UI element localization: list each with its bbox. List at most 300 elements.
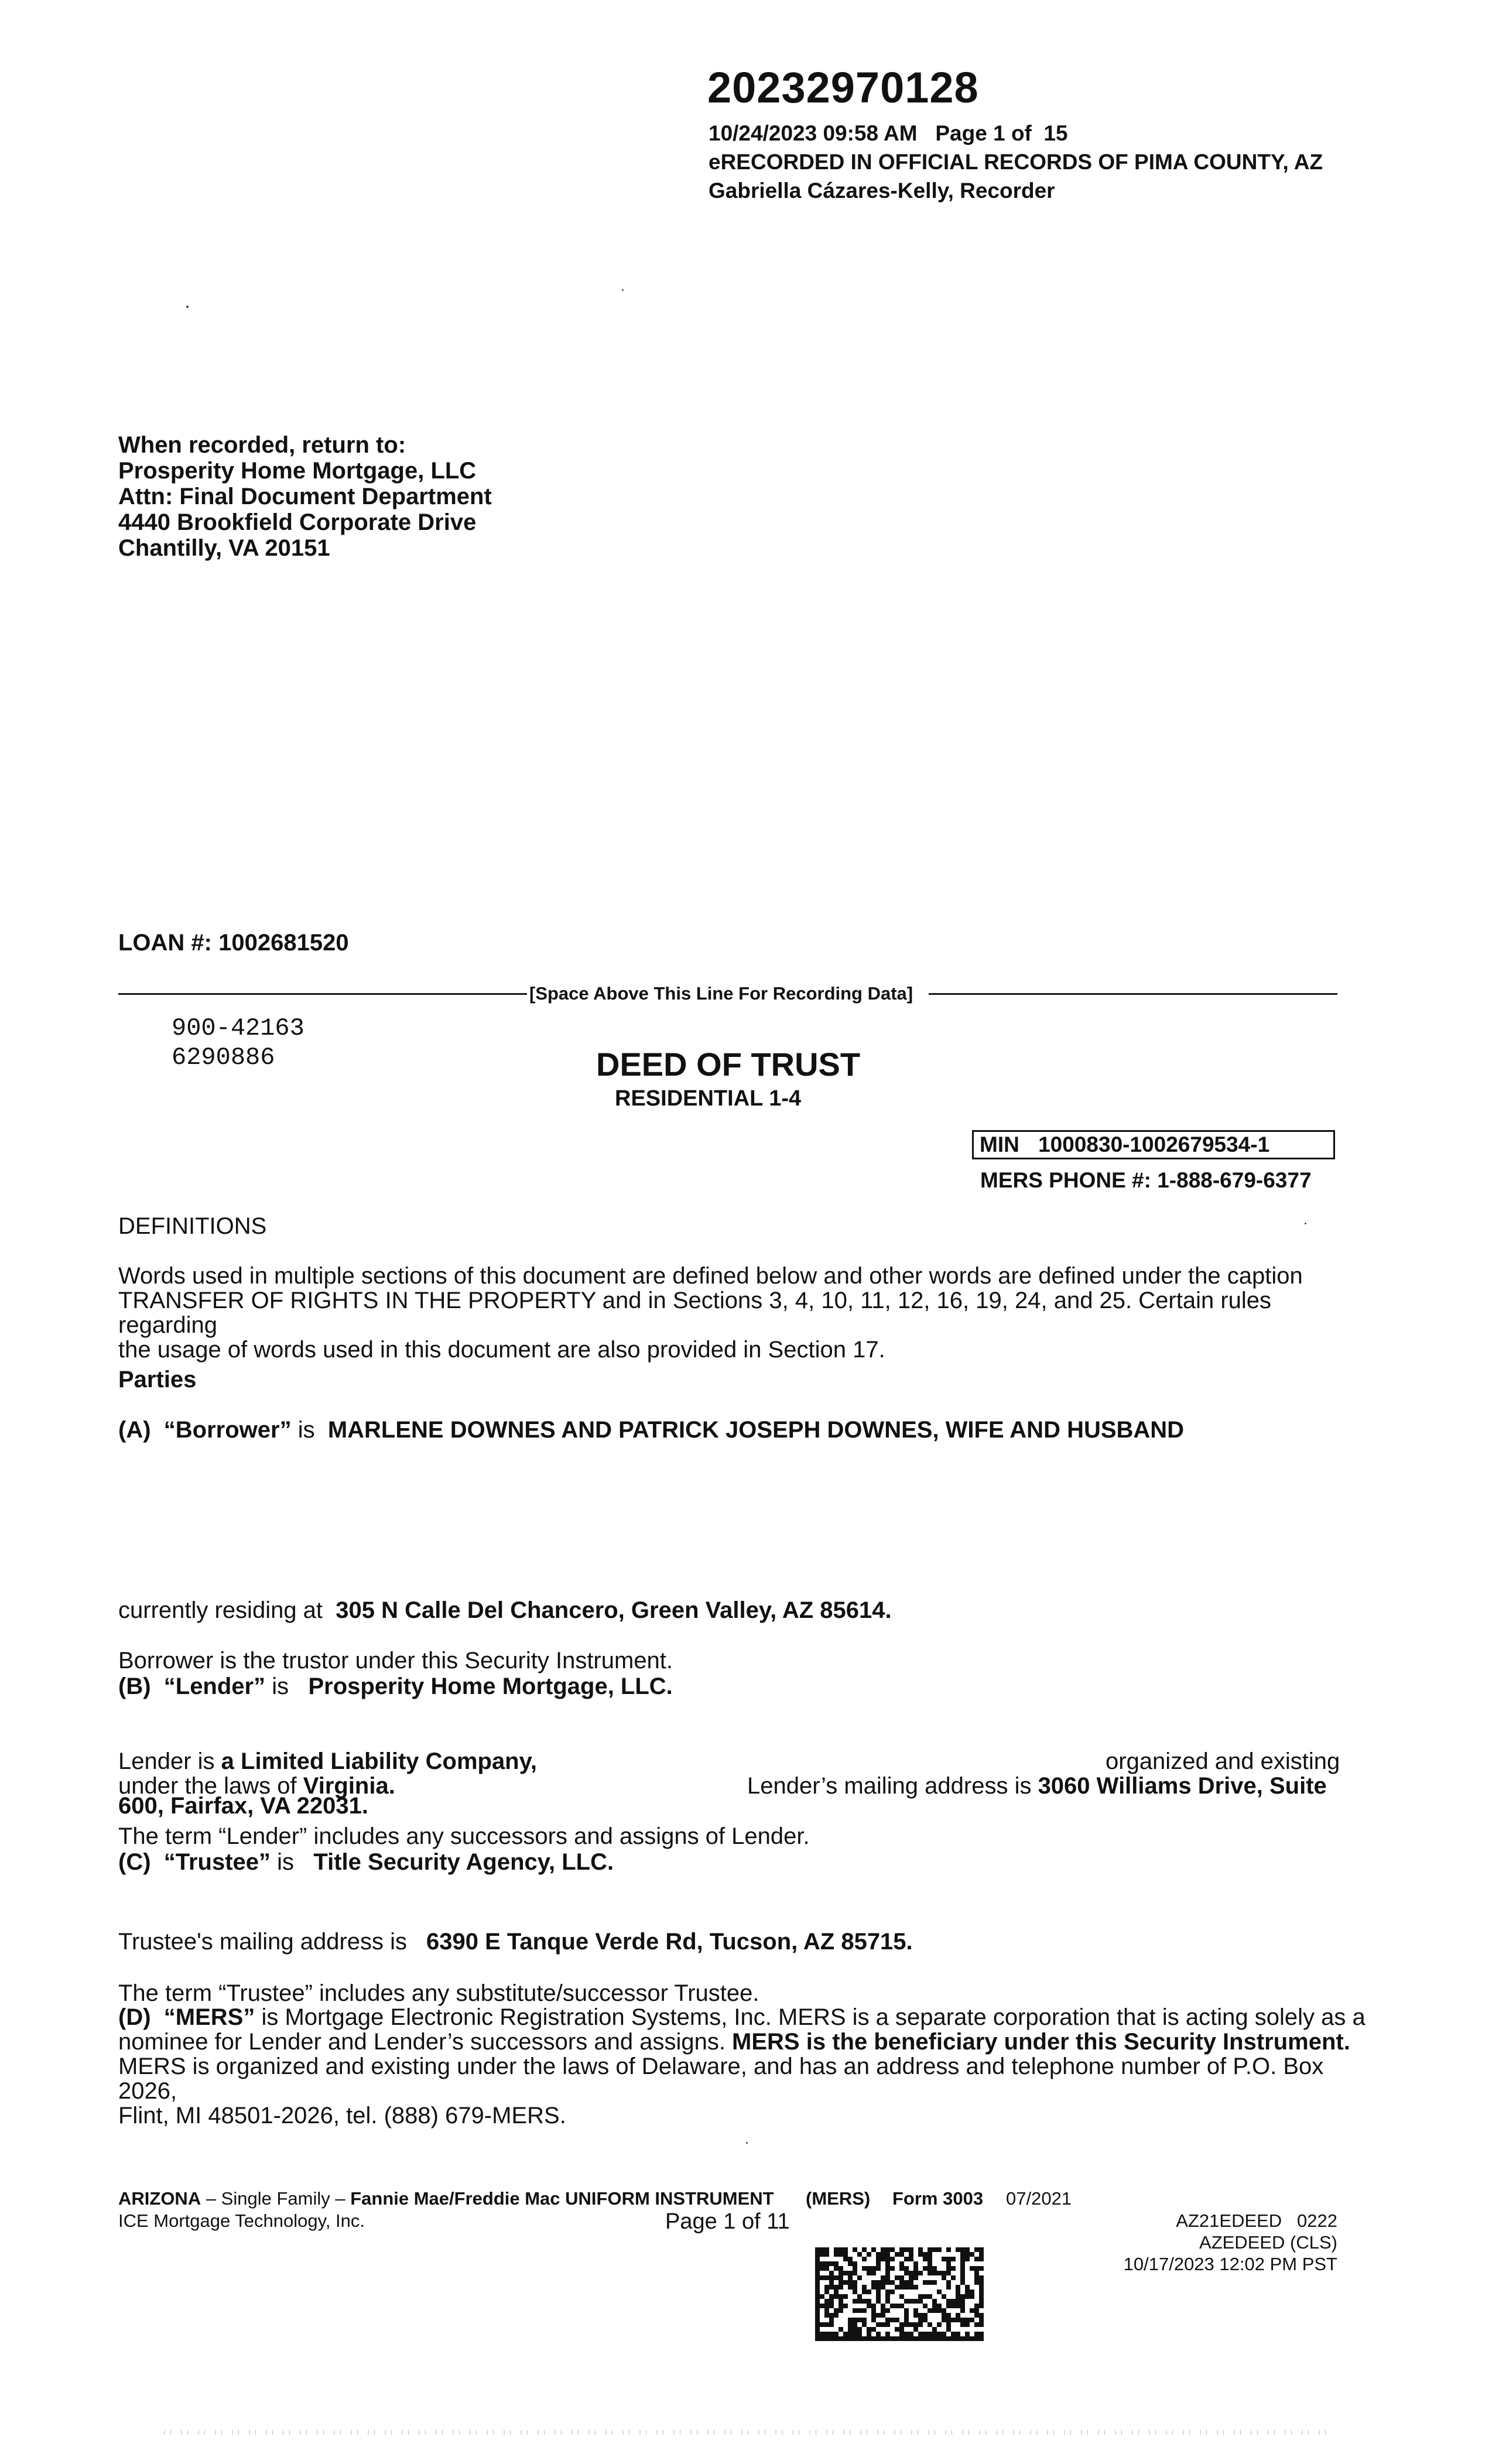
barcode-module [824, 2336, 829, 2341]
barcode-module [960, 2257, 965, 2261]
trustee-is: is [271, 1849, 301, 1875]
barcode-module [928, 2266, 932, 2271]
barcode-module [857, 2294, 862, 2299]
barcode-module [923, 2280, 928, 2285]
barcode-module [848, 2336, 853, 2341]
barcode-module [937, 2304, 942, 2308]
barcode-module [899, 2275, 904, 2280]
barcode-module [979, 2336, 984, 2341]
barcode-module [899, 2327, 904, 2332]
barcode-module [834, 2275, 839, 2280]
barcode-module [871, 2308, 876, 2313]
barcode-module [885, 2247, 890, 2252]
barcode-module [885, 2322, 890, 2327]
barcode-module [960, 2271, 965, 2275]
barcode-module [867, 2290, 871, 2294]
barcode-module [918, 2336, 923, 2341]
barcode-module [829, 2304, 834, 2308]
barcode-module [824, 2252, 829, 2257]
barcode-module [853, 2299, 857, 2304]
barcode-module [909, 2336, 913, 2341]
barcode-module [876, 2299, 881, 2304]
barcode-module [848, 2318, 853, 2322]
barcode-module [979, 2247, 984, 2252]
barcode-module [867, 2299, 871, 2304]
barcode-module [951, 2299, 956, 2304]
barcode-module [970, 2294, 974, 2299]
barcode-module [923, 2252, 928, 2257]
scan-speck [622, 289, 624, 291]
definitions-intro-line: Words used in multiple sections of this document are defined below and other words are defined under the caption [118, 1263, 1303, 1289]
barcode-module [815, 2318, 820, 2322]
barcode-module [979, 2304, 984, 2308]
barcode-module [839, 2275, 843, 2280]
barcode-module [843, 2271, 848, 2275]
borrower-trustor: Borrower is the trustor under this Security Instrument. [118, 1648, 673, 1674]
barcode-module [890, 2336, 895, 2341]
barcode-module [928, 2308, 932, 2313]
barcode-module [965, 2322, 970, 2327]
barcode-module [815, 2257, 820, 2261]
barcode-module [876, 2252, 881, 2257]
barcode-module [909, 2285, 913, 2290]
lender-mailing-value: 3060 Williams Drive, Suite [1038, 1773, 1327, 1799]
barcode-module [946, 2271, 951, 2275]
footer-form-line [118, 2188, 774, 2209]
footer-code: AZEDEED (CLS) [1199, 2232, 1337, 2253]
barcode-module [815, 2275, 820, 2280]
loan-number: LOAN #: 1002681520 [118, 930, 349, 956]
title-order-number: 6290886 [172, 1043, 275, 1072]
barcode-module [909, 2299, 913, 2304]
barcode-module [820, 2247, 824, 2252]
barcode-module [923, 2304, 928, 2308]
barcode-module [815, 2290, 820, 2294]
barcode-module [913, 2266, 918, 2271]
barcode-module [918, 2332, 923, 2336]
barcode-module [876, 2294, 881, 2299]
barcode-module [904, 2318, 909, 2322]
barcode-module [951, 2275, 956, 2280]
barcode-module [942, 2271, 946, 2275]
barcode-module [834, 2285, 839, 2290]
barcode-module [899, 2261, 904, 2266]
barcode-module [913, 2313, 918, 2318]
barcode-module [979, 2285, 984, 2290]
barcode-module [909, 2257, 913, 2261]
barcode-module [965, 2336, 970, 2341]
barcode-module [881, 2252, 885, 2257]
barcode-module [946, 2327, 951, 2332]
barcode-module [815, 2247, 820, 2252]
barcode-module [923, 2332, 928, 2336]
barcode-module [890, 2247, 895, 2252]
barcode-module [913, 2336, 918, 2341]
barcode-module [824, 2322, 829, 2327]
barcode-module [885, 2318, 890, 2322]
borrower-is: is [291, 1417, 321, 1443]
barcode-module [965, 2332, 970, 2336]
barcode-module [862, 2266, 867, 2271]
barcode-module [895, 2252, 899, 2257]
barcode-module [928, 2332, 932, 2336]
barcode-module [974, 2313, 979, 2318]
barcode-module [824, 2313, 829, 2318]
footer-form-number: Form 3003 [892, 2188, 984, 2209]
barcode-module [909, 2280, 913, 2285]
barcode-module [918, 2299, 923, 2304]
barcode-module [970, 2318, 974, 2322]
barcode-module [867, 2332, 871, 2336]
barcode-module [824, 2304, 829, 2308]
barcode-module [839, 2327, 843, 2332]
barcode-module [974, 2304, 979, 2308]
barcode-module [834, 2252, 839, 2257]
footer-code: 10/17/2023 12:02 PM PST [1123, 2254, 1337, 2274]
barcode-module [871, 2336, 876, 2341]
barcode-module [885, 2257, 890, 2261]
barcode-module [881, 2304, 885, 2308]
barcode-module [862, 2308, 867, 2313]
barcode-module [899, 2266, 904, 2271]
barcode-module [904, 2271, 909, 2275]
barcode-module [904, 2280, 909, 2285]
barcode-module [876, 2313, 881, 2318]
barcode-module [857, 2332, 862, 2336]
barcode-module [928, 2257, 932, 2261]
mers-line: Flint, MI 48501-2026, tel. (888) 679-MERS. [118, 2103, 566, 2128]
barcode-module [918, 2294, 923, 2299]
barcode-module [974, 2247, 979, 2252]
barcode-module [918, 2271, 923, 2275]
barcode-module [909, 2332, 913, 2336]
barcode-module [956, 2304, 960, 2308]
recording-divider-right [929, 993, 1337, 995]
barcode-module [909, 2252, 913, 2257]
barcode-module [946, 2318, 951, 2322]
barcode-module [824, 2247, 829, 2252]
barcode-module [979, 2294, 984, 2299]
barcode-module [918, 2322, 923, 2327]
barcode-module [815, 2261, 820, 2266]
barcode-module [829, 2294, 834, 2299]
barcode-module [928, 2271, 932, 2275]
barcode-module [904, 2332, 909, 2336]
barcode-module [815, 2308, 820, 2313]
barcode-module [965, 2252, 970, 2257]
lender-mailing-cont: 600, Fairfax, VA 22031. [118, 1793, 368, 1819]
recording-recorder: Gabriella Cázares-Kelly, Recorder [709, 179, 1055, 203]
barcode-module [918, 2318, 923, 2322]
barcode-module [862, 2318, 867, 2322]
lender-name: Prosperity Home Mortgage, LLC. [295, 1674, 673, 1699]
barcode-module [965, 2290, 970, 2294]
scan-speck [1305, 1223, 1306, 1224]
parties-heading: Parties [118, 1367, 197, 1392]
barcode-module [867, 2266, 871, 2271]
barcode-module [824, 2285, 829, 2290]
barcode-module [932, 2332, 937, 2336]
barcode-module [857, 2327, 862, 2332]
borrower-residence [118, 1597, 892, 1623]
barcode-module [899, 2294, 904, 2299]
barcode-module [942, 2332, 946, 2336]
barcode-module [815, 2285, 820, 2290]
barcode-module [904, 2247, 909, 2252]
barcode-module [956, 2313, 960, 2318]
barcode-module [881, 2275, 885, 2280]
barcode-module [960, 2266, 965, 2271]
barcode-module [834, 2290, 839, 2294]
barcode-module [829, 2336, 834, 2341]
barcode-module [876, 2261, 881, 2266]
barcode-module [824, 2308, 829, 2313]
definitions-intro [118, 1264, 1342, 1362]
lender-term: The term “Lender” includes any successors and assigns of Lender. [118, 1823, 810, 1849]
barcode-module [904, 2257, 909, 2261]
barcode-module [890, 2280, 895, 2285]
barcode-module [853, 2266, 857, 2271]
barcode-module [843, 2304, 848, 2308]
barcode-module [848, 2327, 853, 2332]
barcode-module [853, 2318, 857, 2322]
barcode-module [965, 2257, 970, 2261]
barcode-module [829, 2332, 834, 2336]
barcode-module [970, 2290, 974, 2294]
barcode-module [960, 2280, 965, 2285]
barcode-module [904, 2336, 909, 2341]
barcode-module [960, 2247, 965, 2252]
barcode-module [960, 2299, 965, 2304]
barcode-module [960, 2318, 965, 2322]
barcode-module [951, 2318, 956, 2322]
barcode-module [974, 2271, 979, 2275]
barcode-module [815, 2252, 820, 2257]
footer-family: – Single Family – [201, 2188, 351, 2209]
barcode-module [895, 2318, 899, 2322]
barcode-module [815, 2299, 820, 2304]
barcode-module [946, 2285, 951, 2290]
barcode-module [862, 2285, 867, 2290]
barcode-module [932, 2327, 937, 2332]
barcode-module [820, 2336, 824, 2341]
lender-state-value: Virginia. [303, 1773, 395, 1799]
barcode-module [829, 2318, 834, 2322]
barcode-module [839, 2308, 843, 2313]
barcode-module [909, 2275, 913, 2280]
trustee-mailing: Trustee's mailing address is [118, 1929, 408, 1955]
barcode-module [923, 2294, 928, 2299]
borrower-definition [118, 1417, 1184, 1443]
barcode-module [913, 2299, 918, 2304]
barcode-module [885, 2308, 890, 2313]
barcode-module [979, 2318, 984, 2322]
barcode-module [932, 2280, 937, 2285]
barcode-module [904, 2308, 909, 2313]
barcode-module [867, 2271, 871, 2275]
barcode-module [848, 2271, 853, 2275]
barcode-module [937, 2322, 942, 2327]
barcode-module [909, 2322, 913, 2327]
barcode-module [899, 2285, 904, 2290]
barcode-module [885, 2332, 890, 2336]
barcode-module [820, 2275, 824, 2280]
barcode-module [960, 2275, 965, 2280]
barcode-module [946, 2266, 951, 2271]
barcode-module [862, 2257, 867, 2261]
barcode-module [913, 2327, 918, 2332]
barcode-module [890, 2257, 895, 2261]
barcode-module [899, 2336, 904, 2341]
barcode-module [853, 2336, 857, 2341]
barcode-module [876, 2266, 881, 2271]
barcode-module [834, 2266, 839, 2271]
barcode-module [839, 2247, 843, 2252]
barcode-module [839, 2336, 843, 2341]
lender-label: (B) “Lender” [118, 1674, 266, 1699]
barcode-module [918, 2313, 923, 2318]
barcode-module [829, 2271, 834, 2275]
barcode-module [960, 2294, 965, 2299]
borrower-names: MARLENE DOWNES AND PATRICK JOSEPH DOWNES, WIFE AND HUSBAND [321, 1417, 1185, 1443]
barcode-module [942, 2275, 946, 2280]
barcode-module [956, 2332, 960, 2336]
lender-mailing-label: Lender’s mailing address is [747, 1773, 1038, 1799]
barcode-module [890, 2304, 895, 2308]
barcode-module [853, 2285, 857, 2290]
barcode-module [904, 2285, 909, 2290]
barcode-module [857, 2252, 862, 2257]
barcode-module [928, 2247, 932, 2252]
mers-phone: MERS PHONE #: 1-888-679-6377 [980, 1168, 1312, 1192]
barcode-module [970, 2252, 974, 2257]
barcode-module [979, 2290, 984, 2294]
barcode-module [913, 2261, 918, 2266]
barcode-module [942, 2336, 946, 2341]
scan-speck [186, 306, 189, 308]
barcode-module [974, 2275, 979, 2280]
barcode-module [928, 2280, 932, 2285]
barcode-module [956, 2318, 960, 2322]
barcode-module [951, 2257, 956, 2261]
barcode-module [928, 2322, 932, 2327]
barcode-module [979, 2266, 984, 2271]
lender-mailing [747, 1773, 1327, 1799]
barcode-module [974, 2266, 979, 2271]
barcode-module [839, 2285, 843, 2290]
barcode-module [815, 2322, 820, 2327]
return-to-block [118, 432, 492, 561]
barcode-module [979, 2332, 984, 2336]
barcode-module [937, 2336, 942, 2341]
return-to-city: Chantilly, VA 20151 [118, 535, 330, 561]
barcode-module [937, 2308, 942, 2313]
barcode-module [839, 2252, 843, 2257]
barcode-module [843, 2247, 848, 2252]
barcode-module [932, 2271, 937, 2275]
barcode-module [895, 2336, 899, 2341]
mers-line [118, 2004, 1365, 2030]
barcode-module [970, 2336, 974, 2341]
barcode-module [885, 2294, 890, 2299]
barcode-module [834, 2247, 839, 2252]
barcode-module [862, 2336, 867, 2341]
mers-beneficiary: MERS is the beneficiary under this Security Instrument. [732, 2029, 1350, 2055]
barcode-module [815, 2294, 820, 2299]
barcode-module [913, 2308, 918, 2313]
recording-datetime: 10/24/2023 09:58 AM Page 1 of 15 [709, 121, 1068, 145]
barcode-module [895, 2275, 899, 2280]
document-title: DEED OF TRUST [596, 1046, 861, 1083]
barcode-module [895, 2304, 899, 2308]
barcode-module [839, 2299, 843, 2304]
barcode-module [946, 2261, 951, 2266]
barcode-module [848, 2257, 853, 2261]
definitions-heading: DEFINITIONS [118, 1213, 267, 1239]
barcode-module [885, 2271, 890, 2275]
footer-form-date: 07/2021 [1006, 2188, 1072, 2209]
barcode-module [820, 2294, 824, 2299]
mers-line: MERS is organized and existing under the laws of Delaware, and has an address and telephone number of P.O. Box 2026, [118, 2054, 1324, 2104]
barcode-module [965, 2247, 970, 2252]
barcode-module [946, 2322, 951, 2327]
barcode-module [974, 2322, 979, 2327]
barcode-module [853, 2290, 857, 2294]
barcode-module [815, 2266, 820, 2271]
trustee-definition [118, 1849, 614, 1875]
barcode-module [876, 2336, 881, 2341]
barcode-module [829, 2261, 834, 2266]
barcode-module [918, 2247, 923, 2252]
barcode-module [946, 2247, 951, 2252]
mers-line [118, 2029, 1350, 2055]
barcode-module [885, 2336, 890, 2341]
barcode-module [881, 2313, 885, 2318]
barcode-module [885, 2290, 890, 2294]
barcode-module [820, 2266, 824, 2271]
barcode-module [881, 2336, 885, 2341]
barcode-module [932, 2304, 937, 2308]
barcode-module [871, 2271, 876, 2275]
barcode-module [928, 2252, 932, 2257]
barcode-module [843, 2332, 848, 2336]
organized-existing: organized and existing [1106, 1748, 1340, 1774]
residing-label: currently residing at [118, 1597, 330, 1623]
footer-uniform: Fannie Mae/Freddie Mac UNIFORM INSTRUMENT [350, 2188, 774, 2209]
barcode-module [839, 2294, 843, 2299]
return-to-company: Prosperity Home Mortgage, LLC [118, 458, 477, 484]
recording-number: 20232970128 [707, 63, 979, 112]
return-to-attn: Attn: Final Document Department [118, 484, 492, 509]
barcode-module [932, 2266, 937, 2271]
footer-mers: (MERS) [806, 2188, 871, 2209]
barcode-module [913, 2285, 918, 2290]
barcode-module [913, 2271, 918, 2275]
barcode-module [970, 2266, 974, 2271]
barcode-module [951, 2332, 956, 2336]
barcode-module [834, 2336, 839, 2341]
barcode-module [829, 2280, 834, 2285]
mers-definition [118, 2004, 1365, 2128]
document-subtitle: RESIDENTIAL 1-4 [615, 1086, 802, 1111]
barcode-module [979, 2280, 984, 2285]
recording-divider-left [118, 993, 527, 995]
barcode-module [885, 2261, 890, 2266]
barcode-module [881, 2285, 885, 2290]
barcode-module [853, 2327, 857, 2332]
residing-address: 305 N Calle Del Chancero, Green Valley, AZ 85614. [329, 1597, 892, 1623]
barcode-module [848, 2332, 853, 2336]
